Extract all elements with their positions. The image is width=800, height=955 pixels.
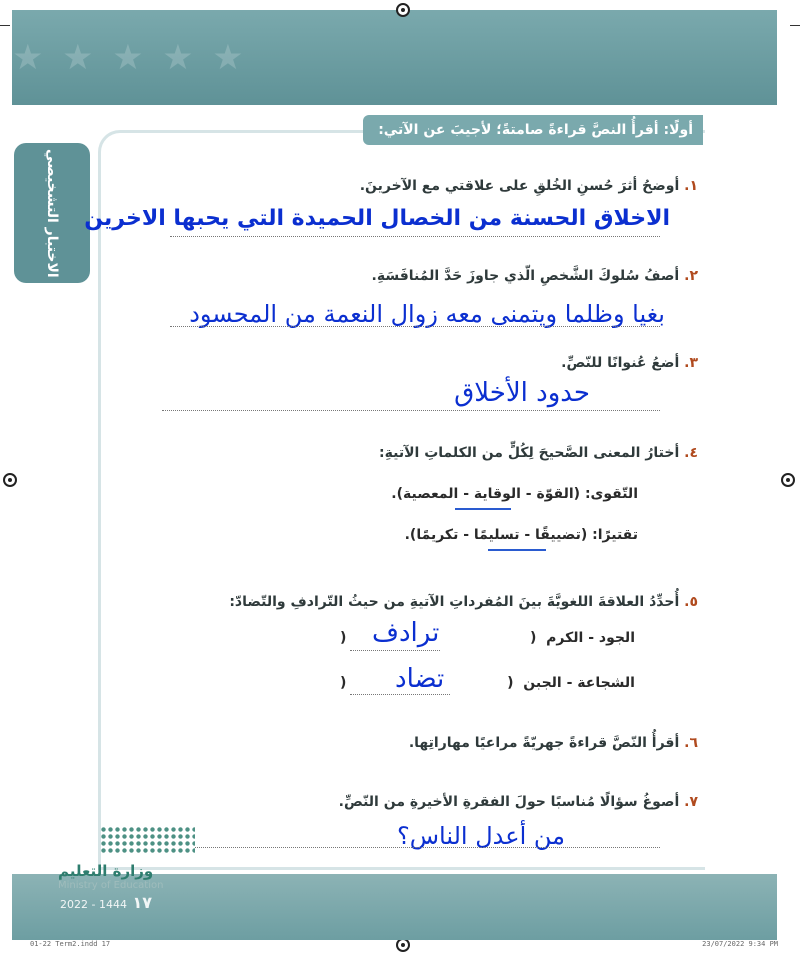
question-number: ٦. [684,735,698,751]
question-number: ١. [684,178,698,194]
choice-row-2 [405,527,638,543]
question-text: أوضحُ أثرَ حُسنِ الخُلقِ على علاقتي مع الآخرينَ. [359,178,680,194]
choice-options[interactable]: (القوّة - الوقاية - المعصية). [391,486,581,502]
answer-7[interactable]: من أعدل الناس؟ [397,822,565,850]
relation-pair: الشجاعة - الجبن [523,675,635,691]
page-number [60,893,152,912]
question-number: ٢. [684,268,698,284]
question-6 [409,735,698,751]
answer-line [350,650,440,651]
side-tab [14,143,90,283]
question-number: ٥. [684,594,698,610]
answer-line [162,410,660,411]
answer-2[interactable]: بغيا وظلما ويتمنى معه زوال النعمة من المحسود [189,300,665,328]
registration-mark-right [781,473,795,487]
answer-3[interactable]: حدود الأخلاق [454,378,590,408]
relation-row-1 [530,630,635,646]
question-1 [360,178,698,194]
question-number: ٤. [684,445,698,461]
question-number: ٣. [684,355,698,371]
choice-options[interactable]: (تضييقًا - تسليمًا - تكريمًا). [404,527,588,543]
footer-file-info: 01-22 Term2.indd 17 [30,940,111,948]
side-tab-label: الاختبار التشخيصي [44,148,60,278]
paren: ( [530,630,542,646]
question-text: أُحدِّدُ العلاقةَ اللغويَّةَ بينَ المُفرداتِ الآتيةِ من حيثُ التّرادفِ والتّضادّ: [229,594,680,610]
top-banner [12,10,777,105]
relation-pair: الجود - الكرم [546,630,635,646]
registration-mark-top [396,3,410,17]
question-7 [339,794,698,810]
footer-date: 23/07/2022 9:34 PM [702,940,778,948]
crop-line [0,25,10,26]
registration-mark-left [3,473,17,487]
relation-answer-1[interactable]: ترادف [372,618,440,648]
question-text: أختارُ المعنى الصَّحيحَ لِكُلٍّ من الكلماتِ الآتيةِ: [379,445,680,461]
question-5 [229,594,698,610]
choice-word: التّقوى: [584,486,638,502]
question-text: أصوغُ سؤالًا مُناسبًا حولَ الفقرةِ الأخيرةِ من النّصِّ. [338,794,680,810]
answer-1[interactable]: الاخلاق الحسنة من الخصال الحميدة التي يحبها الاخرين [84,206,670,231]
paren-close: ) [340,675,347,691]
answer-line [195,847,660,848]
answer-line [170,236,660,237]
selection-underline [488,549,546,551]
question-text: أقرأُ النّصَّ قراءةً جهريّةً مراعيًا مهاراتِها. [408,735,680,751]
registration-mark-bottom [396,938,410,952]
choice-row-1 [391,486,638,502]
selection-underline [455,508,511,510]
question-text: أصفُ سُلوكَ الشَّخصِ الّذي جاوزَ حَدَّ المُنافَسَةِ. [371,268,680,284]
ministry-name-en: Ministry of Education [58,880,164,891]
answer-line [350,694,450,695]
ministry-logo-icon [100,826,195,854]
ministry-name: وزارة التعليم [58,862,154,880]
crop-line [790,25,800,26]
paren: ( [507,675,519,691]
section-header: أولًا: أقرأُ النصَّ قراءةً صامتةً؛ لأجيبَ عن الآتي: [363,115,703,145]
question-3 [561,355,698,371]
decorative-pattern: ٭ ٭ ٭ ٭ ٭ [12,21,244,89]
page-number-value: ١٧ [132,893,153,912]
question-number: ٧. [684,794,698,810]
answer-line [170,326,660,327]
relation-answer-2[interactable]: تضاد [395,664,445,694]
question-2 [372,268,698,284]
relation-row-2 [507,675,635,691]
paren-close: ) [340,630,347,646]
question-text: أضعُ عُنوانًا للنّصِّ. [561,355,680,371]
question-4 [379,445,698,461]
year-label: 2022 - 1444 [60,898,127,911]
choice-word: تقتيرًا: [592,527,638,543]
